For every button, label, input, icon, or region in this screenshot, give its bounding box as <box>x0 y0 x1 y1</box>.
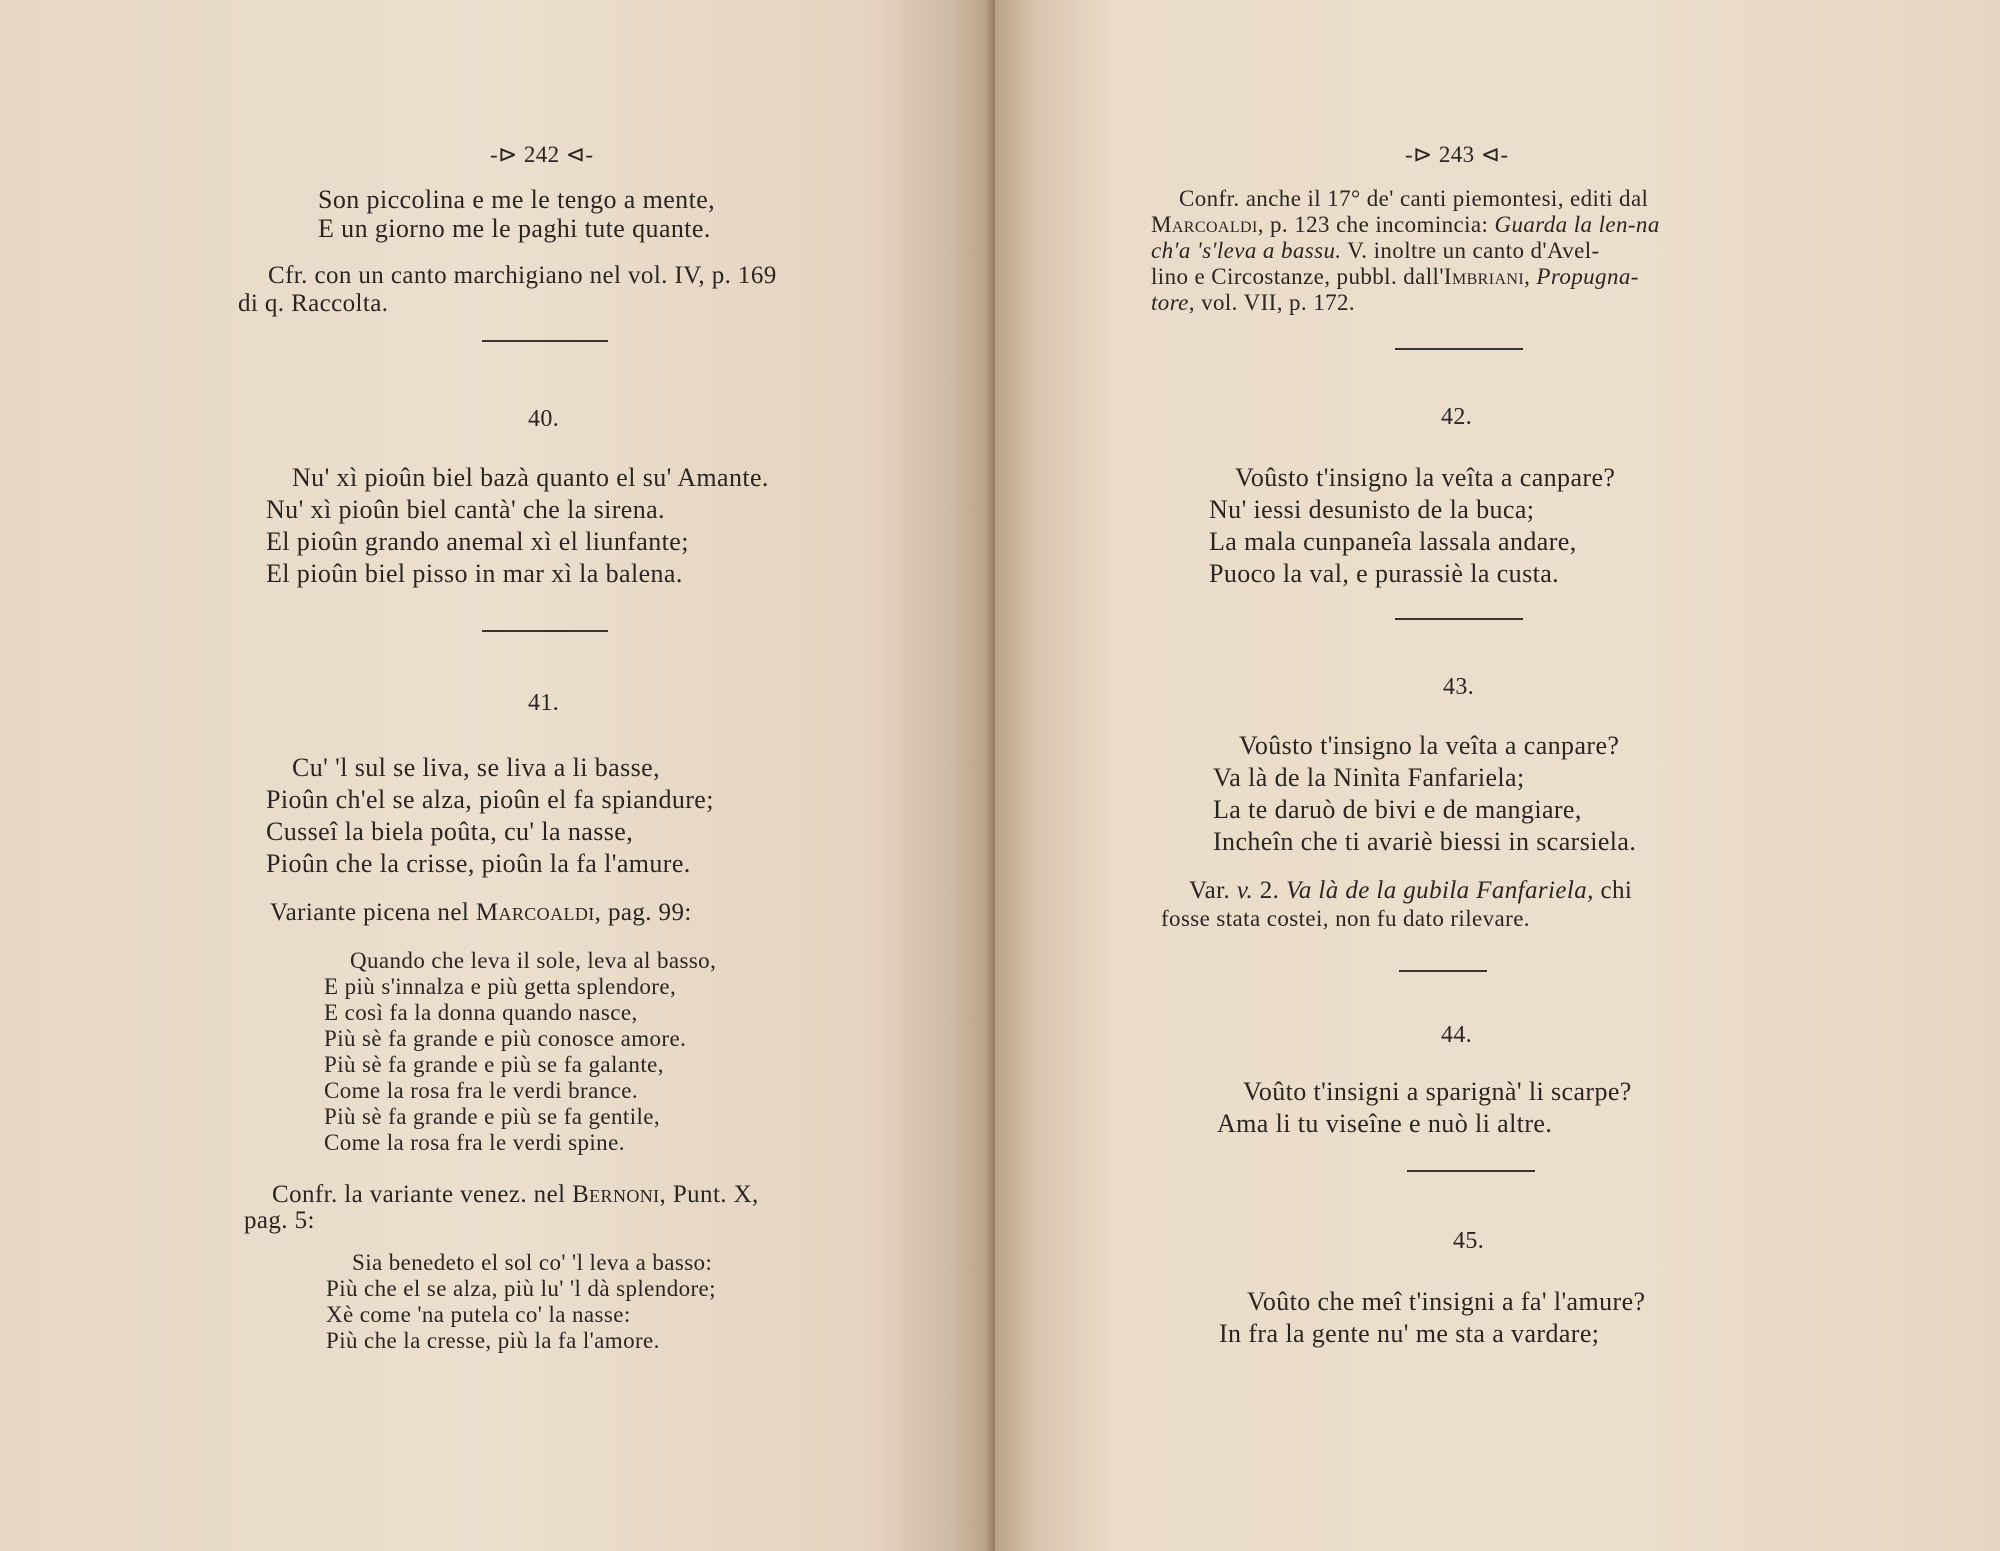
bernoni-line: Più che la cresse, più la fa l'amore. <box>326 1328 660 1353</box>
variant-line: Quando che leva il sole, leva al basso, <box>350 948 717 973</box>
variant-line: Come la rosa fra le verdi spine. <box>324 1130 625 1155</box>
variant-line: Più sè fa grande e più se fa galante, <box>324 1052 664 1077</box>
divider-rule <box>1407 1170 1535 1172</box>
poem-40-line: Nu' xì pioûn biel bazà quanto el su' Amante. <box>292 463 769 492</box>
note-line: tore, vol. VII, p. 172. <box>1151 290 1356 315</box>
confr-line: pag. 5: <box>244 1207 315 1234</box>
note-line: Cfr. con un canto marchigiano nel vol. IV, p. 169 <box>268 262 777 289</box>
poem-number-41: 41. <box>528 690 560 716</box>
left-page <box>0 0 995 1551</box>
poem-41-line: Pioûn ch'el se alza, pioûn el fa spiandure; <box>266 785 714 814</box>
poem-40-line: El pioûn biel pisso in mar xì la balena. <box>266 559 683 588</box>
variant-line: Più sè fa grande e più se fa gentile, <box>324 1104 661 1129</box>
note-line: ch'a 's'leva a bassu. V. inoltre un canto d'Avel- <box>1151 238 1600 263</box>
poem-number-45: 45. <box>1453 1228 1485 1254</box>
bernoni-line: Xè come 'na putela co' la nasse: <box>326 1302 631 1327</box>
poem-42-line: Voûsto t'insigno la veîta a canpare? <box>1235 463 1616 492</box>
poem-number-40: 40. <box>528 406 560 432</box>
poem-44-line: Voûto t'insigni a sparignà' li scarpe? <box>1243 1077 1632 1106</box>
poem-41-line: Cusseî la biela poûta, cu' la nasse, <box>266 817 634 846</box>
poem-44-line: Ama li tu viseîne e nuò li altre. <box>1217 1109 1553 1138</box>
poem-42-line: La mala cunpaneîa lassala andare, <box>1209 527 1577 556</box>
note-line: lino e Circostanze, pubbl. dall'Imbriani, Propugna- <box>1151 264 1639 289</box>
variant-line: E più s'innalza e più getta splendore, <box>324 974 677 999</box>
poem-41-line: Cu' 'l sul se liva, se liva a li basse, <box>292 753 660 782</box>
page-number-left: -⊳ 242 ⊲- <box>490 142 594 167</box>
bernoni-line: Sia benedeto el sol co' 'l leva a basso: <box>352 1250 713 1275</box>
poem-number-42: 42. <box>1441 404 1473 430</box>
divider-rule <box>482 340 608 342</box>
poem-41-line: Pioûn che la crisse, pioûn la fa l'amure. <box>266 849 691 878</box>
variant-line: Più sè fa grande e più conosce amore. <box>324 1026 687 1051</box>
bernoni-line: Più che el se alza, più lu' 'l dà splendore; <box>326 1276 716 1301</box>
poem-43-line: Voûsto t'insigno la veîta a canpare? <box>1239 731 1620 760</box>
poem-40-line: El pioûn grando anemal xì el liunfante; <box>266 527 689 556</box>
page-number-right: -⊳ 243 ⊲- <box>1405 142 1509 167</box>
poem-43-line: Va là de la Ninìta Fanfariela; <box>1213 763 1525 792</box>
note-line: di q. Raccolta. <box>238 290 389 317</box>
poem-42-line: Puoco la val, e purassiè la custa. <box>1209 559 1560 588</box>
top-verse-line: Son piccolina e me le tengo a mente, <box>318 185 716 214</box>
variant-intro: Variante picena nel Marcoaldi, pag. 99: <box>270 899 692 926</box>
poem-number-44: 44. <box>1441 1022 1473 1048</box>
var-note-line: fosse stata costei, non fu dato rilevare. <box>1161 906 1530 931</box>
confr-line: Confr. la variante venez. nel Bernoni, Punt. X, <box>272 1181 759 1208</box>
divider-rule <box>1395 618 1523 620</box>
poem-43-line: Incheîn che ti avariè biessi in scarsiela. <box>1213 827 1637 856</box>
divider-rule <box>1395 348 1523 350</box>
poem-number-43: 43. <box>1443 674 1475 700</box>
poem-40-line: Nu' xì pioûn biel cantà' che la sirena. <box>266 495 665 524</box>
divider-rule <box>1399 970 1487 972</box>
poem-43-line: La te daruò de bivi e de mangiare, <box>1213 795 1582 824</box>
poem-45-line: Voûto che meî t'insigni a fa' l'amure? <box>1247 1287 1646 1316</box>
note-line: Confr. anche il 17° de' canti piemontesi, editi dal <box>1179 186 1649 211</box>
right-page <box>995 0 2000 1551</box>
top-verse-line: E un giorno me le paghi tute quante. <box>318 214 711 243</box>
var-note-line: Var. v. 2. Va là de la gubila Fanfariela, chi <box>1189 877 1633 904</box>
divider-rule <box>482 630 608 632</box>
variant-line: Come la rosa fra le verdi brance. <box>324 1078 638 1103</box>
variant-line: E così fa la donna quando nasce, <box>324 1000 638 1025</box>
note-line: Marcoaldi, p. 123 che incomincia: Guarda la len-na <box>1151 212 1660 237</box>
poem-45-line: In fra la gente nu' me sta a vardare; <box>1219 1319 1600 1348</box>
poem-42-line: Nu' iessi desunisto de la buca; <box>1209 495 1535 524</box>
